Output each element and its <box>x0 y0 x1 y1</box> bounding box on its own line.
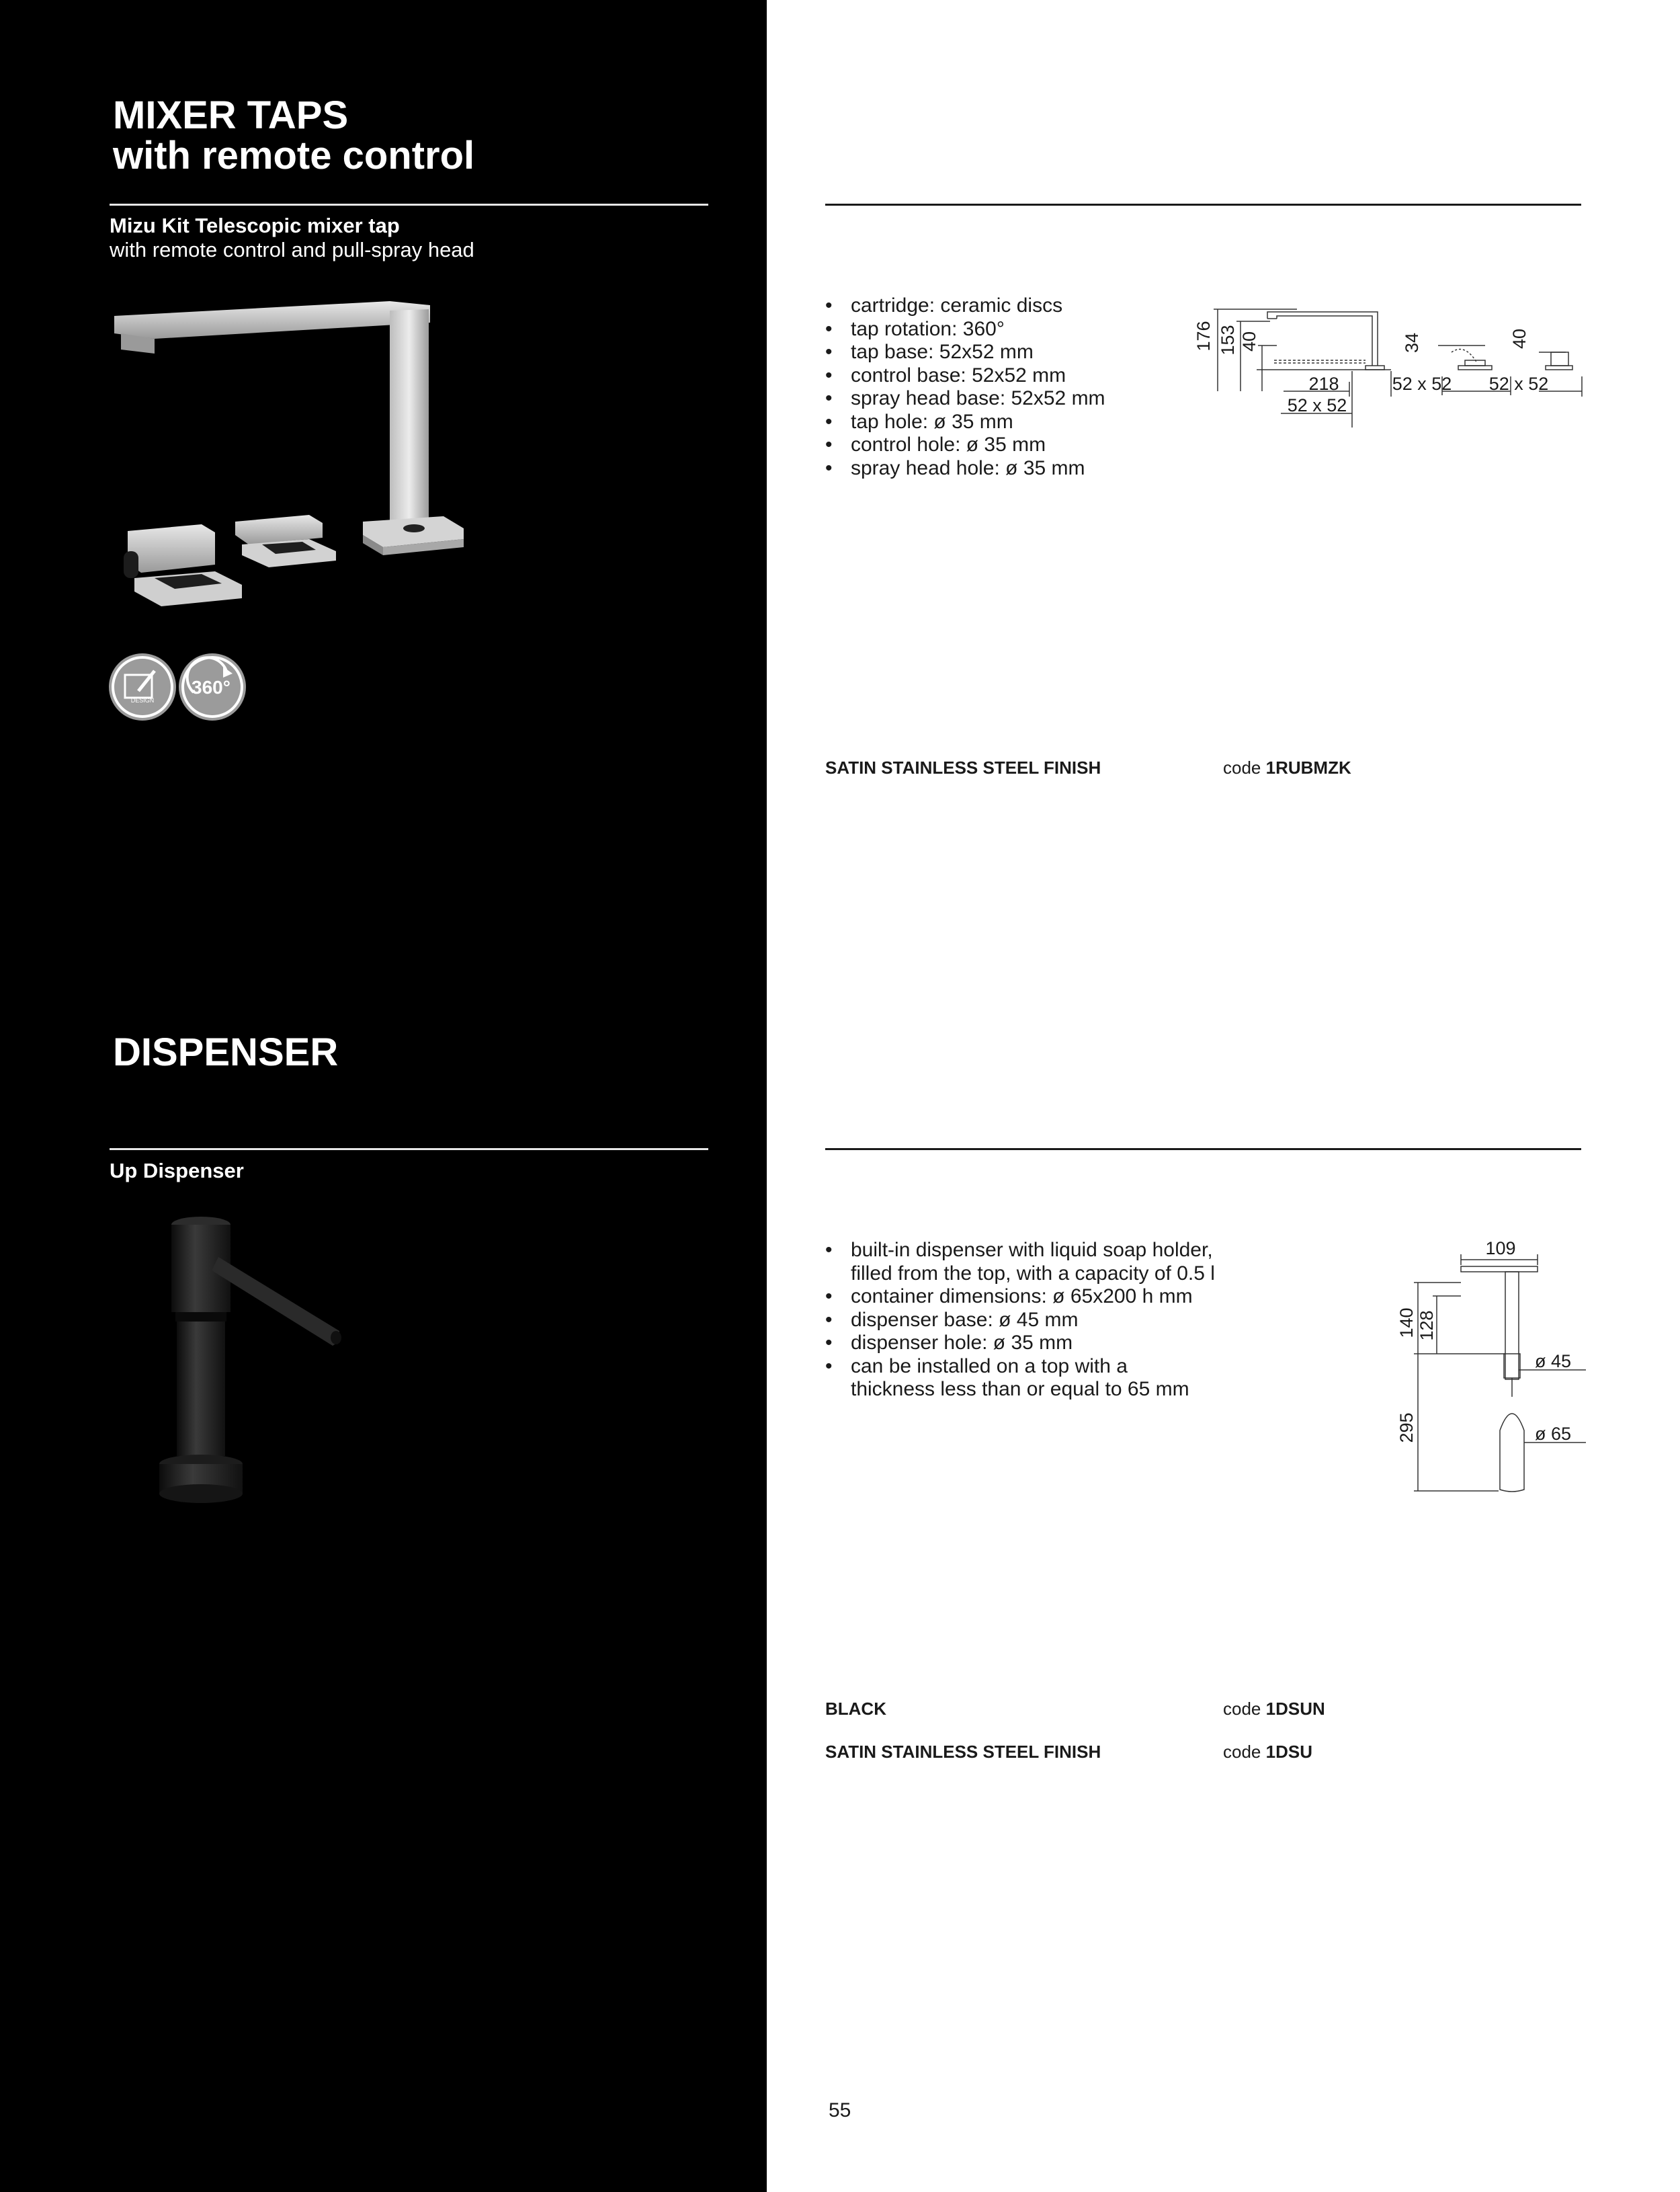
finish-label: SATIN STAINLESS STEEL FINISH <box>825 1742 1101 1762</box>
finish-code-value: 1RUBMZK <box>1265 758 1351 778</box>
dim-mixer-tap-base: 52 x 52 <box>1287 395 1347 415</box>
dim-dispenser-height-above: 128 <box>1417 1310 1437 1341</box>
feature-item: • dispenser base: ø 45 mm <box>825 1309 1215 1332</box>
mixer-divider-left <box>110 204 708 206</box>
dim-mixer-height-total: 176 <box>1193 321 1214 352</box>
page-number: 55 <box>829 2099 851 2121</box>
dispenser-finish-row-steel <box>825 1740 1581 1764</box>
feature-item: • tap base: 52x52 mm <box>825 341 1105 364</box>
mixer-technical-drawing <box>1189 296 1593 437</box>
dim-dispenser-depth: 295 <box>1396 1412 1417 1443</box>
feature-item: • tap hole: ø 35 mm <box>825 411 1105 434</box>
mixer-section-title <box>113 95 474 176</box>
rotation-badge-label: 360° <box>192 677 230 698</box>
dim-mixer-height-mid: 153 <box>1218 325 1238 356</box>
feature-item: • tap rotation: 360° <box>825 318 1105 341</box>
mixer-title-line1: MIXER TAPS <box>113 93 349 137</box>
dim-control-height: 34 <box>1402 332 1422 354</box>
mixer-tap-photo <box>108 296 484 618</box>
dim-dispenser-reach: 109 <box>1485 1238 1516 1258</box>
mixer-title-line2: with remote control <box>113 134 475 177</box>
feature-item: • control base: 52x52 mm <box>825 364 1105 388</box>
mixer-product-name: Mizu Kit Telescopic mixer tap <box>110 214 400 237</box>
feature-item: • control hole: ø 35 mm <box>825 434 1105 457</box>
finish-label: BLACK <box>825 1699 886 1719</box>
finish-code: code 1RUBMZK <box>1223 758 1351 778</box>
dispenser-section-title: DISPENSER <box>113 1030 339 1074</box>
rotation-360-icon <box>179 653 246 721</box>
feature-item: • spray head base: 52x52 mm <box>825 387 1105 411</box>
feature-item-continuation: thickness less than or equal to 65 mm <box>851 1378 1189 1400</box>
feature-item: • dispenser hole: ø 35 mm <box>825 1332 1215 1355</box>
finish-code-value: 1DSUN <box>1265 1699 1325 1719</box>
dispenser-technical-drawing <box>1391 1235 1593 1504</box>
design-badge <box>109 653 176 721</box>
design-pencil-icon <box>109 653 176 721</box>
left-panel <box>0 0 767 2192</box>
mixer-product-subtitle: with remote control and pull-spray head <box>110 238 474 261</box>
dim-spray-base: 52 x 52 <box>1488 374 1549 394</box>
rotation-badge <box>179 653 246 721</box>
dispenser-feature-list <box>825 1239 1215 1402</box>
feature-item: • can be installed on a top with a <box>825 1355 1215 1379</box>
dim-mixer-height-spout: 40 <box>1239 331 1259 352</box>
mixer-feature-list <box>825 294 1105 480</box>
finish-code: code 1DSU <box>1223 1742 1312 1762</box>
finish-code: code 1DSUN <box>1223 1699 1325 1719</box>
dispenser-finish-row-black <box>825 1697 1581 1721</box>
feature-item: • built-in dispenser with liquid soap holder, <box>825 1239 1215 1262</box>
dim-dispenser-base-diameter: ø 45 <box>1535 1351 1572 1371</box>
finish-label: SATIN STAINLESS STEEL FINISH <box>825 758 1101 778</box>
mixer-finish-row <box>825 756 1581 780</box>
dispenser-divider-left <box>110 1148 708 1150</box>
dim-control-base: 52 x 52 <box>1392 374 1452 394</box>
dispenser-product-name: Up Dispenser <box>110 1159 244 1182</box>
finish-code-value: 1DSU <box>1265 1742 1312 1762</box>
dispenser-photo <box>144 1210 360 1519</box>
dispenser-divider-right <box>825 1148 1581 1150</box>
feature-item: • spray head hole: ø 35 mm <box>825 457 1105 481</box>
dim-dispenser-container-diameter: ø 65 <box>1535 1424 1572 1444</box>
feature-item-continuation: filled from the top, with a capacity of 0.5 l <box>851 1262 1215 1285</box>
dim-spray-height: 40 <box>1509 328 1529 350</box>
feature-item: • container dimensions: ø 65x200 h mm <box>825 1285 1215 1309</box>
dim-dispenser-height-total: 140 <box>1396 1307 1417 1338</box>
feature-item: • cartridge: ceramic discs <box>825 294 1105 318</box>
dim-mixer-reach: 218 <box>1308 374 1339 394</box>
mixer-divider-right <box>825 204 1581 206</box>
design-badge-label: DESIGN <box>130 697 155 704</box>
